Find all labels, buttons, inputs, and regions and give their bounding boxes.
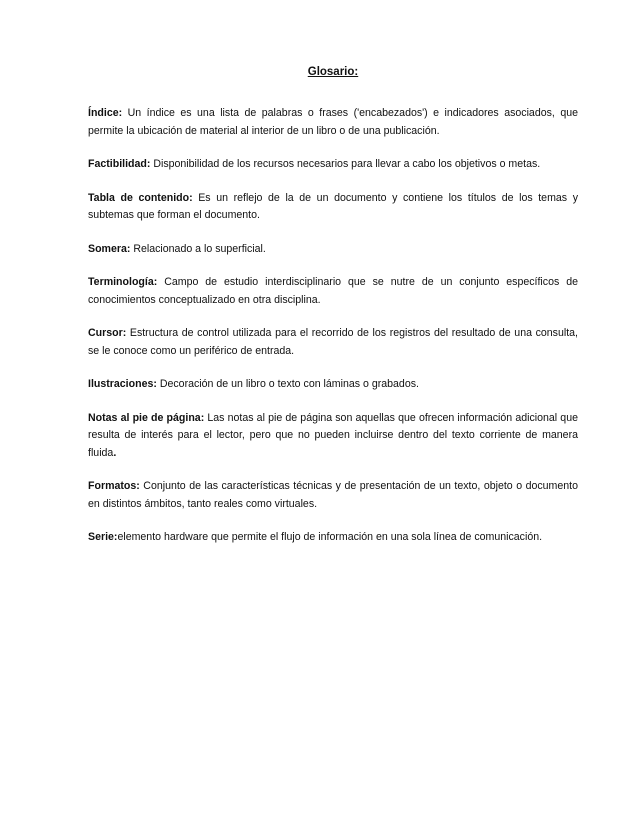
- entry-definition: Es un reflejo de la de un documento y contiene los títulos de los temas y subtemas que forman el documento.: [88, 191, 578, 221]
- entry-term: Serie:: [88, 531, 118, 543]
- entry-definition: Un índice es una lista de palabras o frases ('encabezados') e indicadores asociados, que permite la ubicación de material al interior de un libro o de una publicación.: [88, 107, 578, 137]
- entry-term: Índice:: [88, 107, 123, 119]
- entry-definition: Conjunto de las características técnicas y de presentación de un texto, objeto o documento en distintos ámbitos, tanto reales como virtuales.: [88, 480, 578, 510]
- entry-definition: elemento hardware que permite el flujo de información en una sola línea de comunicación.: [117, 531, 543, 543]
- glossary-entry-terminologia: [88, 274, 578, 309]
- glossary-entry-tabla-de-contenido: [88, 190, 578, 225]
- entry-term: Factibilidad:: [88, 158, 151, 170]
- glossary-entry-ilustraciones: [88, 376, 578, 394]
- glossary-entry-notas-al-pie: [88, 410, 578, 463]
- entry-definition: Las notas al pie de página son aquellas que ofrecen información adicional que resulta de interés para el lector, pero que no pueden incluirse dentro del texto corriente de manera fluida: [88, 411, 578, 459]
- glossary-title: Glosario:: [307, 66, 359, 78]
- entry-term: Notas al pie de página:: [88, 411, 205, 424]
- glossary-entry-factibilidad: [88, 156, 578, 174]
- glossary-entry-formatos: [88, 478, 578, 513]
- glossary-entry-somera: [88, 241, 578, 259]
- entry-definition: Estructura de control utilizada para el recorrido de los registros del resultado de una consulta, se le conoce como un periférico de entrada.: [88, 327, 578, 357]
- entry-term: Ilustraciones:: [88, 378, 157, 390]
- entry-definition: Relacionado a lo superficial.: [130, 242, 266, 255]
- entry-term: Tabla de contenido:: [88, 191, 193, 204]
- entry-definition: Decoración de un libro o texto con láminas o grabados.: [156, 378, 419, 390]
- entry-trailing-period: .: [113, 446, 117, 459]
- entry-term: Formatos:: [88, 480, 140, 492]
- entry-term: Cursor:: [88, 327, 127, 339]
- entry-definition: Campo de estudio interdisciplinario que se nutre de un conjunto específicos de conocimientos conceptualizado en otra disciplina.: [88, 276, 578, 306]
- glossary-entry-indice: [88, 105, 578, 140]
- entry-term: Somera:: [88, 242, 131, 255]
- glossary-entry-serie: [88, 529, 578, 547]
- glossary-entry-cursor: [88, 325, 578, 360]
- entry-definition: Disponibilidad de los recursos necesarios para llevar a cabo los objetivos o metas.: [150, 158, 541, 170]
- entry-term: Terminología:: [88, 276, 158, 288]
